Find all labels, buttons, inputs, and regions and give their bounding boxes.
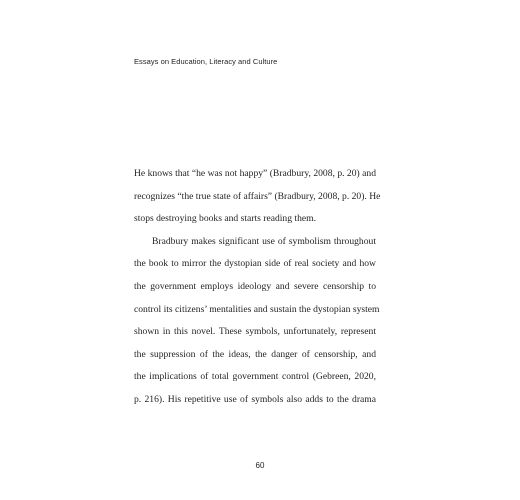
text-line: the implications of total government control (Gebreen, 2020, [134,371,376,383]
body-text [134,163,381,412]
running-head: Essays on Education, Literacy and Culture [134,57,278,66]
page-number: 60 [255,461,265,470]
text-line: recognizes “the true state of affairs” (Bradbury, 2008, p. 20). He [134,190,381,202]
text-line: shown in this novel. These symbols, unfortunately, represent [134,326,376,338]
text-line: the book to mirror the dystopian side of real society and how [134,258,376,270]
text-line: He knows that “he was not happy” (Bradbury, 2008, p. 20) and [134,168,376,179]
text-line: the suppression of the ideas, the danger of censorship, and [134,348,376,360]
text-line: stops destroying books and starts reading them. [134,213,316,225]
text-line: the government employs ideology and severe censorship to [134,280,376,292]
text-line: Bradbury makes significant use of symbolism throughout [152,235,376,247]
text-line: p. 216). His repetitive use of symbols also adds to the drama [134,393,376,405]
text-line: control its citizens’ mentalities and sustain the dystopian system [134,303,380,315]
